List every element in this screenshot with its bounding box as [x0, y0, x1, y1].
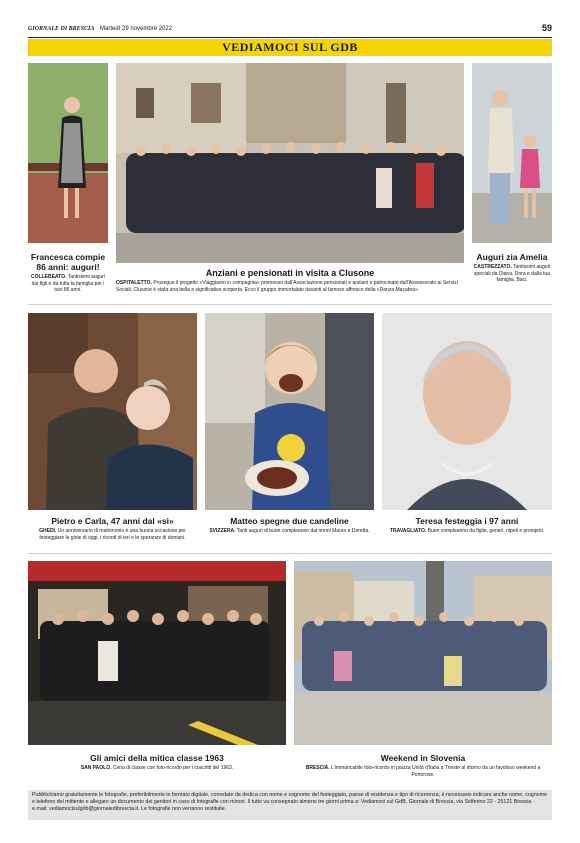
article-place: BRESCIA.: [305, 765, 330, 771]
article-body: Buon compleanno da figlie, generi, nipoti e pronipoti.: [427, 528, 545, 534]
photo-classe-1963: [28, 561, 286, 745]
article-title: Matteo spegne due candeline: [230, 516, 349, 526]
photo-francesca: [28, 63, 108, 243]
section-title: VEDIAMOCI SUL GDB: [28, 39, 552, 56]
photo-clusone-group: [116, 63, 464, 263]
article-place: GHEDI.: [39, 528, 57, 534]
article-amelia: [472, 252, 552, 284]
article-place: CASTREZZATO.: [473, 264, 512, 270]
article-place: SVIZZERA.: [209, 528, 236, 534]
article-clusone: [116, 268, 464, 293]
article-title: Gli amici della mitica classe 1963: [90, 753, 224, 763]
article-pietro-carla: [28, 516, 197, 541]
article-matteo: [205, 516, 374, 535]
photo-slovenia-group: [294, 561, 552, 745]
article-title: Auguri zia Amelia: [476, 252, 548, 262]
masthead-rule: [28, 37, 552, 38]
photo-zia-amelia: [472, 63, 552, 243]
newspaper-name: GIORNALE DI BRESCIA: [28, 26, 95, 32]
article-title: Francesca compie 86 anni: auguri!: [30, 252, 106, 272]
photo-teresa: [382, 313, 552, 510]
photo-matteo: [205, 313, 374, 510]
article-place: SAN PAOLO.: [80, 765, 112, 771]
issue-date: Martedì 29 novembre 2022: [100, 26, 173, 32]
row-divider: [28, 553, 552, 554]
article-place: TRAVAGLIATO.: [389, 528, 427, 534]
article-classe-1963: [28, 753, 286, 772]
article-title: Teresa festeggia i 97 anni: [415, 516, 519, 526]
article-body: Prosegue il progetto «Viaggiamo in compagnia» promosso dall'Associazione pensionati e anziani e patrocinato dall'Assessorato ai Servizi Sociali. Clusone è stata una bella e significativa scoperta. Ecco il gruppo immortalato davanti al famoso affresco della «Danza Macabra».: [116, 280, 458, 293]
submission-notice: Pubblichiamo gratuitamente le fotografie, preferibilmente in formato digitale, corredate da dedica con nome e cognome del festeggiato, paese di residenza e tipo di ricorrenza; è necessario indicare anche nome, cognome e telefono del mittente e allegare un documento dei genitori in caso di fotografie con minori. Il tutto va consegnato almeno tre giorni prima a: Vediamoci sul GdB, Giornale di Brescia, via Solferino 22 - 25121 Brescia - e.mail: vediamocisulgdb@giornaledibrescia.it. Le fotografie non verranno restituite.: [28, 790, 552, 820]
article-body: L'immancabile foto-ricordo in piazza Unità d'Italia a Trieste al ritorno da un favoloso weekend a Portorose.: [331, 765, 541, 778]
article-title: Anziani e pensionati in visita a Clusone: [205, 268, 375, 278]
article-title: Weekend in Slovenia: [380, 753, 466, 763]
article-body: Cena di classe con foto-ricordo per i coscritti del 1963.: [112, 765, 234, 771]
photo-pietro-carla: [28, 313, 197, 510]
article-francesca: [28, 252, 108, 294]
article-teresa: [382, 516, 552, 535]
article-slovenia: [294, 753, 552, 778]
article-body: Un anniversario di matrimonio è una buona occasione per festeggiare le gioie di oggi, i ricordi di ieri e le speranze di domani.: [39, 528, 186, 541]
page-number: 59: [541, 23, 552, 33]
article-place: COLLEBEATO.: [31, 274, 67, 280]
article-place: OSPITALETTO.: [116, 280, 152, 286]
row-divider: [28, 304, 552, 305]
article-body: Tantissimi auguri speciali da Diana, Dora e dalla tua famiglia. Baci.: [473, 264, 551, 283]
article-title: Pietro e Carla, 47 anni dal «sì»: [51, 516, 174, 526]
article-body: Tantissimi auguri dai figli e da tutta la famiglia per i tuoi 86 anni.: [31, 274, 105, 293]
article-body: Tanti auguri di buon compleanno dai nonni Mauro e Doretta.: [236, 528, 370, 534]
